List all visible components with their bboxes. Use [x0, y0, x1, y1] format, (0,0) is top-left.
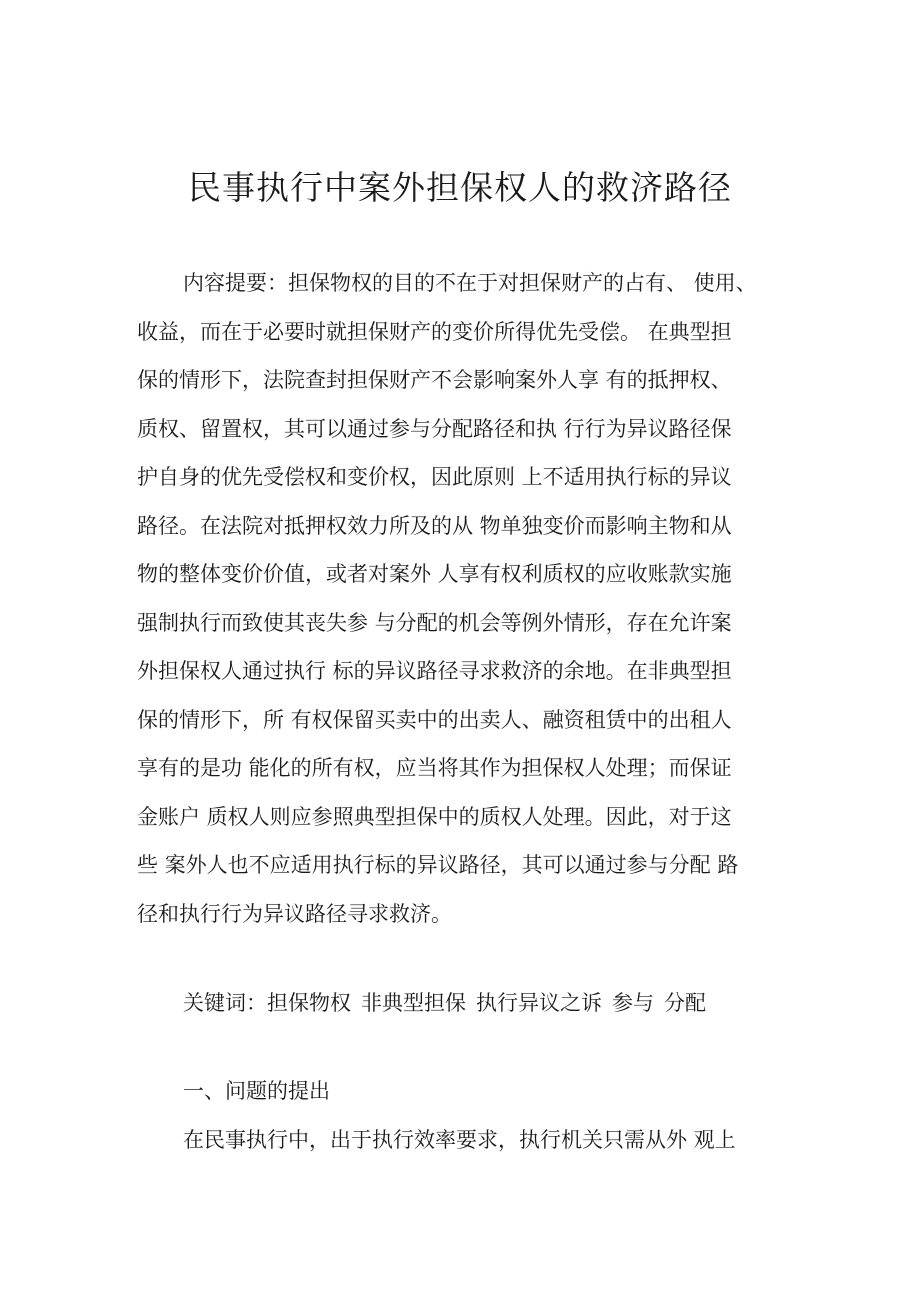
abstract-line: 内容提要：担保物权的目的不在于对担保财产的占有、 使用、	[183, 271, 757, 295]
abstract-line: 保的情形下，所 有权保留买卖中的出卖人、融资租赁中的出租人	[137, 707, 732, 732]
abstract-line: 质权、留置权，其可以通过参与分配路径和执 行行为异议路径保	[137, 416, 732, 441]
abstract-line: 金账户 质权人则应参照典型担保中的质权人处理。因此，对于这	[137, 804, 732, 829]
abstract-line: 些 案外人也不应适用执行标的异议路径，其可以通过参与分配 路	[137, 853, 739, 877]
keyword: 参与	[612, 991, 654, 1015]
abstract-paragraph	[137, 265, 797, 944]
keywords	[183, 985, 803, 1021]
keyword: 非典型担保	[361, 991, 466, 1015]
abstract-line: 保的情形下，法院查封担保财产不会影响案外人享 有的抵押权、	[137, 368, 732, 392]
abstract-line: 路径。在法院对抵押权效力所及的从 物单独变价而影响主物和从	[137, 513, 732, 538]
abstract-line: 物的整体变价价值，或者对案外 人享有权利质权的应收账款实施	[137, 562, 732, 586]
body-paragraph: 在民事执行中，出于执行效率要求，执行机关只需从外 观上	[183, 1128, 736, 1152]
keyword: 分配	[664, 991, 706, 1015]
abstract-line: 享有的是功 能化的所有权，应当将其作为担保权人处理；而保证	[137, 756, 732, 780]
section-heading: 一、问题的提出	[183, 1079, 330, 1103]
abstract-line: 外担保权人通过执行 标的异议路径寻求救济的余地。在非典型担	[137, 659, 732, 683]
abstract-line: 护自身的优先受偿权和变价权，因此原则 上不适用执行标的异议	[137, 465, 732, 489]
keyword: 执行异议之诉	[476, 991, 602, 1015]
keyword: 担保物权	[267, 991, 351, 1015]
abstract-line: 强制执行而致使其丧失参 与分配的机会等例外情形，存在允许案	[137, 610, 732, 635]
document-title: 民事执行中案外担保权人的救济路径	[188, 168, 732, 207]
keywords-label: 关键词：	[183, 991, 267, 1015]
abstract-line: 收益，而在于必要时就担保财产的变价所得优先受偿。 在典型担	[137, 319, 732, 344]
abstract-line: 径和执行行为异议路径寻求救济。	[137, 901, 452, 926]
